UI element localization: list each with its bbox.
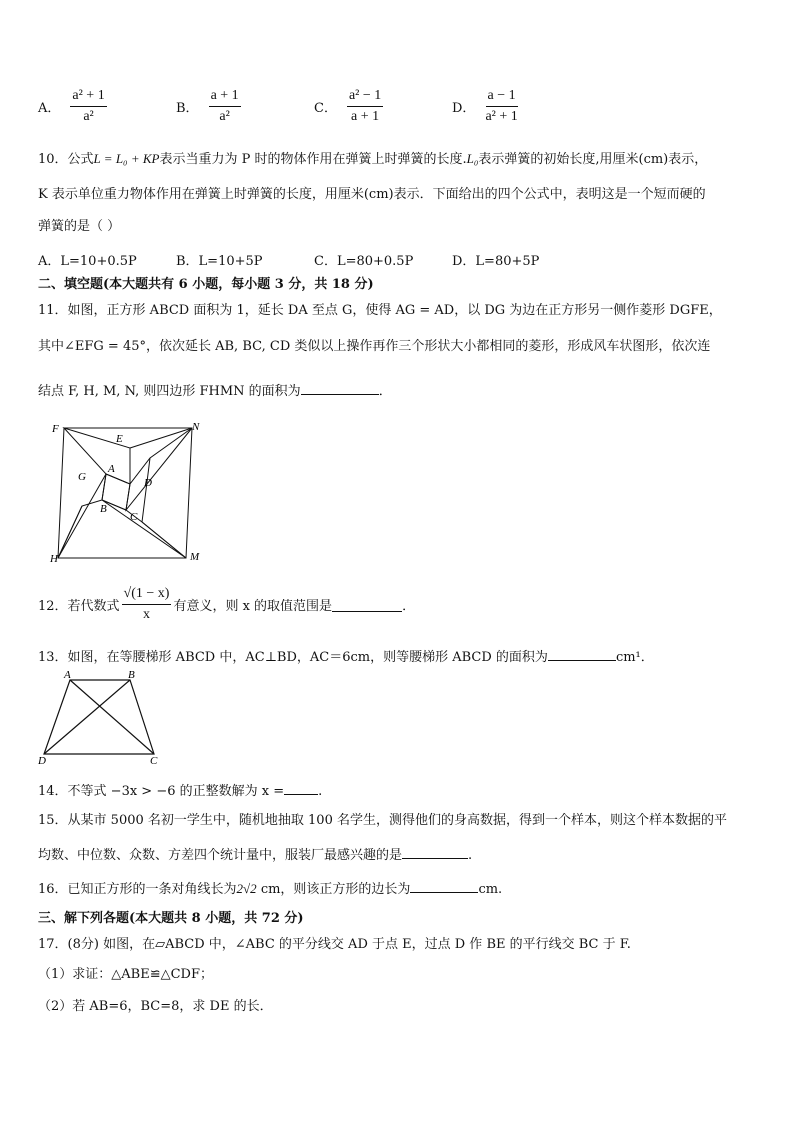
q11-line2: 其中∠EFG = 45°，依次延长 AB, BC, CD 类似以上操作再作三个形状大小都相同的菱形，形成风车状图形，依次连 [38, 339, 711, 354]
fraction: $\frac{\text{a² − 1}}{a + 1}$ [348, 88, 382, 124]
q9-option-a: A． $\frac{\text{a² + 1}}{\text{a²}}$ [38, 88, 105, 124]
q11-line3: 结点 F, H, M, N, 则四边形 FHMN 的面积为 ． [38, 380, 392, 401]
q10-choice-a: A．L=10+0.5P [38, 254, 137, 269]
label-h: H [50, 553, 58, 565]
q15-line2: 均数、中位数、众数、方差四个统计量中，服装厂最感兴趣的是 . [38, 844, 472, 865]
label-b: B [100, 503, 107, 515]
answer-blank [332, 597, 402, 612]
answer-blank [301, 380, 379, 395]
q13-trapezoid-figure [36, 670, 160, 766]
label-c: C [130, 511, 138, 523]
q17-part2: （2）若 AB=6，BC=8，求 DE 的长． [38, 999, 273, 1014]
label-g: G [78, 471, 86, 483]
rhombus-right [126, 428, 192, 510]
answer-blank [410, 878, 478, 893]
label-b: B [128, 670, 135, 681]
q17-part1: （1）求证：△ABE≌△CDF； [38, 967, 213, 982]
trapezoid-abcd [44, 680, 154, 754]
fraction: $\frac{a + 1}{\text{a²}}$ [210, 88, 239, 124]
q10-choice-c: C．L=80+0.5P [314, 254, 414, 269]
label-d: D [144, 477, 152, 489]
fraction: $\frac{a - 1}{\text{a² + 1}}$ [485, 88, 518, 124]
label-e: E [116, 433, 123, 445]
label-m: M [190, 551, 200, 563]
q11-windmill-figure [46, 418, 206, 566]
q10-choice-b: B．L=10+5P [176, 254, 263, 269]
q9-option-d: D． $\frac{a - 1}{\text{a² + 1}}$ [452, 88, 518, 124]
fraction: $\frac{\text{a² + 1}}{\text{a²}}$ [72, 88, 105, 124]
label-a: A [108, 463, 115, 475]
answer-blank [284, 780, 318, 795]
q13-line: 13．如图，在等腰梯形 ABCD 中，AC⊥BD，AC＝6cm，则等腰梯形 ABCD 的面积为 cm¹． [38, 646, 654, 667]
q12-line: 12．若代数式 $\frac{√(1 - x)}{x}$ 有意义，则 x 的取值范围是 ． [38, 586, 416, 622]
q9-option-b: B． $\frac{a + 1}{\text{a²}}$ [176, 88, 239, 124]
label-d: D [38, 755, 46, 766]
q14-line: 14．不等式 −3x > −6 的正整数解为 x = . [38, 780, 322, 801]
rhombus-left [58, 474, 106, 558]
section-3-heading: 三、解下列各题(本大题共 8 小题，共 72 分) [38, 911, 304, 926]
q11-line1: 11．如图，正方形 ABCD 面积为 1，延长 DA 至点 G，使得 AG = AD，以 DG 为边在正方形另一侧作菱形 DGFE， [38, 303, 722, 318]
square-fhmn [58, 428, 192, 558]
q10-line2: K 表示单位重力物体作用在弹簧上时弹簧的长度，用厘米(cm)表示．下面给出的四个公式中，表明这是一个短而硬的 [38, 187, 706, 202]
fraction: $\frac{√(1 - x)}{x}$ [123, 586, 170, 622]
section-2-heading: 二、填空题(本大题共有 6 小题，每小题 3 分，共 18 分) [38, 277, 374, 292]
label-n: N [192, 421, 200, 433]
q15-line1: 15．从某市 5000 名初一学生中，随机地抽取 100 名学生，测得他们的身高数据，得到一个样本，则这个样本数据的平 [38, 813, 727, 828]
q16-line: 16．已知正方形的一条对角线长为2√2 cm，则该正方形的边长为 cm. [38, 878, 502, 899]
q17-line1: 17．(8分) 如图，在▱ABCD 中，∠ABC 的平分线交 AD 于点 E，过点 D 作 BE 的平行线交 BC 于 F. [38, 937, 631, 952]
q10-choice-d: D．L=80+5P [452, 254, 540, 269]
answer-blank [548, 646, 616, 661]
label-a: A [64, 670, 71, 681]
answer-blank [402, 844, 468, 859]
label-c: C [150, 755, 158, 766]
q9-option-c: C． $\frac{\text{a² − 1}}{a + 1}$ [314, 88, 382, 124]
q10-line1: 10．公式L = L₀ + KP表示当重力为 P 时的物体作用在弹簧上时弹簧的长度.L₀表示弹簧的初始长度,用厘米(cm)表示， [38, 151, 708, 167]
q10-line3: 弹簧的是（ ） [38, 219, 121, 234]
label-f: F [52, 423, 59, 435]
